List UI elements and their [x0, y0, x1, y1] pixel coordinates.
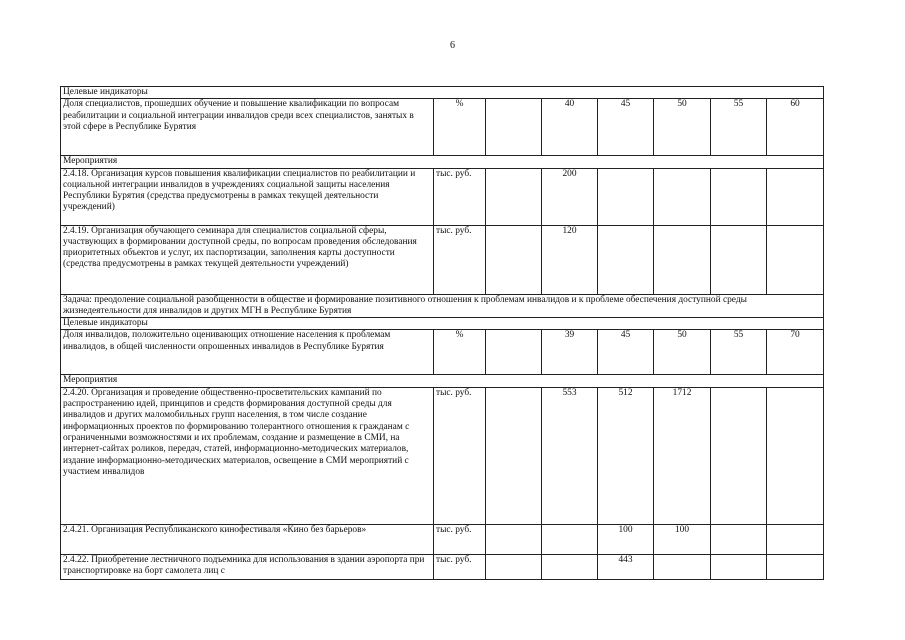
value-cell	[654, 225, 711, 294]
value-cell: 120	[542, 225, 598, 294]
unit-cell: %	[434, 99, 486, 156]
value-cell: 50	[654, 330, 711, 375]
activity-text: 2.4.20. Организация и проведение общественно-просветительских кампаний по распространению идей, принципов и средств формирования доступной среды для инвалидов и других маломобильных групп населения, в том числе создание информационных проектов по формированию толерантного отношения к гражданам с ограниченными возможностями и их проблемам, создание и размещение в СМИ, на интернет-сайтах роликов, передач, статей, информационно-методических материалов, издание информационно-методических материалов, освещение в СМИ мероприятий с участием инвалидов	[61, 387, 434, 524]
section-row	[61, 318, 824, 330]
value-cell: 70	[767, 330, 824, 375]
section-row	[61, 375, 824, 387]
value-cell: 50	[654, 99, 711, 156]
value-cell: 200	[542, 168, 598, 225]
activity-row	[61, 524, 824, 554]
indicator-text: Доля инвалидов, положительно оценивающих отношение населения к проблемам инвалидов, в общей численности опрошенных инвалидов в Республике Бурятия	[61, 330, 434, 375]
activity-text: 2.4.21. Организация Республиканского кинофестиваля «Кино без барьеров»	[61, 524, 434, 554]
task-text: Задача: преодоление социальной разобщенности в обществе и формирование позитивного отношения к проблемам инвалидов и к проблеме обеспечения доступной среды жизнедеятельности для инвалидов и других МГН в Республике Бурятия	[61, 294, 824, 318]
value-cell	[767, 387, 824, 524]
value-cell: 60	[767, 99, 824, 156]
page-number: 6	[450, 40, 455, 51]
value-cell: 55	[711, 99, 767, 156]
value-cell	[486, 524, 542, 554]
section-row	[61, 156, 824, 168]
value-cell	[486, 225, 542, 294]
value-cell	[711, 225, 767, 294]
value-cell	[598, 168, 654, 225]
value-cell: 1712	[654, 387, 711, 524]
value-cell: 512	[598, 387, 654, 524]
activity-text: 2.4.18. Организация курсов повышения квалификации специалистов по реабилитации и социальной интеграции инвалидов в учреждениях социальной защиты населения Республики Бурятия (средства предусмотрены в рамках текущей деятельности учреждений)	[61, 168, 434, 225]
activity-text: 2.4.19. Организация обучающего семинара для специалистов социальной сферы, участвующих в формировании доступной среды, по вопросам проведения обследования приоритетных объектов и услуг, их паспортизации, заполнения карты доступности (средства предусмотрены в рамках текущей деятельности учреждений)	[61, 225, 434, 294]
value-cell	[711, 524, 767, 554]
value-cell: 45	[598, 99, 654, 156]
unit-cell: тыс. руб.	[434, 554, 486, 579]
section-label: Мероприятия	[61, 156, 824, 168]
value-cell	[711, 554, 767, 579]
value-cell	[767, 225, 824, 294]
value-cell: 100	[598, 524, 654, 554]
section-row	[61, 87, 824, 99]
value-cell	[486, 330, 542, 375]
value-cell	[711, 387, 767, 524]
activity-row	[61, 225, 824, 294]
value-cell	[486, 387, 542, 524]
unit-cell: тыс. руб.	[434, 225, 486, 294]
section-label: Целевые индикаторы	[61, 87, 824, 99]
value-cell	[767, 554, 824, 579]
value-cell: 100	[654, 524, 711, 554]
value-cell	[486, 99, 542, 156]
value-cell	[654, 554, 711, 579]
value-cell	[767, 524, 824, 554]
task-row	[61, 294, 824, 318]
unit-cell: тыс. руб.	[434, 387, 486, 524]
value-cell: 55	[711, 330, 767, 375]
value-cell: 39	[542, 330, 598, 375]
value-cell: 553	[542, 387, 598, 524]
unit-cell: тыс. руб.	[434, 168, 486, 225]
value-cell	[542, 524, 598, 554]
indicator-row	[61, 99, 824, 156]
activity-row	[61, 554, 824, 579]
value-cell	[542, 554, 598, 579]
value-cell	[711, 168, 767, 225]
value-cell: 443	[598, 554, 654, 579]
value-cell	[767, 168, 824, 225]
section-label: Мероприятия	[61, 375, 824, 387]
activity-row	[61, 168, 824, 225]
program-table	[60, 86, 824, 580]
value-cell	[654, 168, 711, 225]
activity-text: 2.4.22. Приобретение лестничного подъемника для использования в здании аэропорта при транспортировке на борт самолета лиц с	[61, 554, 434, 579]
section-label: Целевые индикаторы	[61, 318, 824, 330]
indicator-row	[61, 330, 824, 375]
value-cell	[598, 225, 654, 294]
value-cell: 40	[542, 99, 598, 156]
activity-row	[61, 387, 824, 524]
value-cell: 45	[598, 330, 654, 375]
unit-cell: %	[434, 330, 486, 375]
value-cell	[486, 554, 542, 579]
indicator-text: Доля специалистов, прошедших обучение и повышение квалификации по вопросам реабилитации и социальной интеграции инвалидов среди всех специалистов, занятых в этой сфере в Республике Бурятия	[61, 99, 434, 156]
value-cell	[486, 168, 542, 225]
unit-cell: тыс. руб.	[434, 524, 486, 554]
